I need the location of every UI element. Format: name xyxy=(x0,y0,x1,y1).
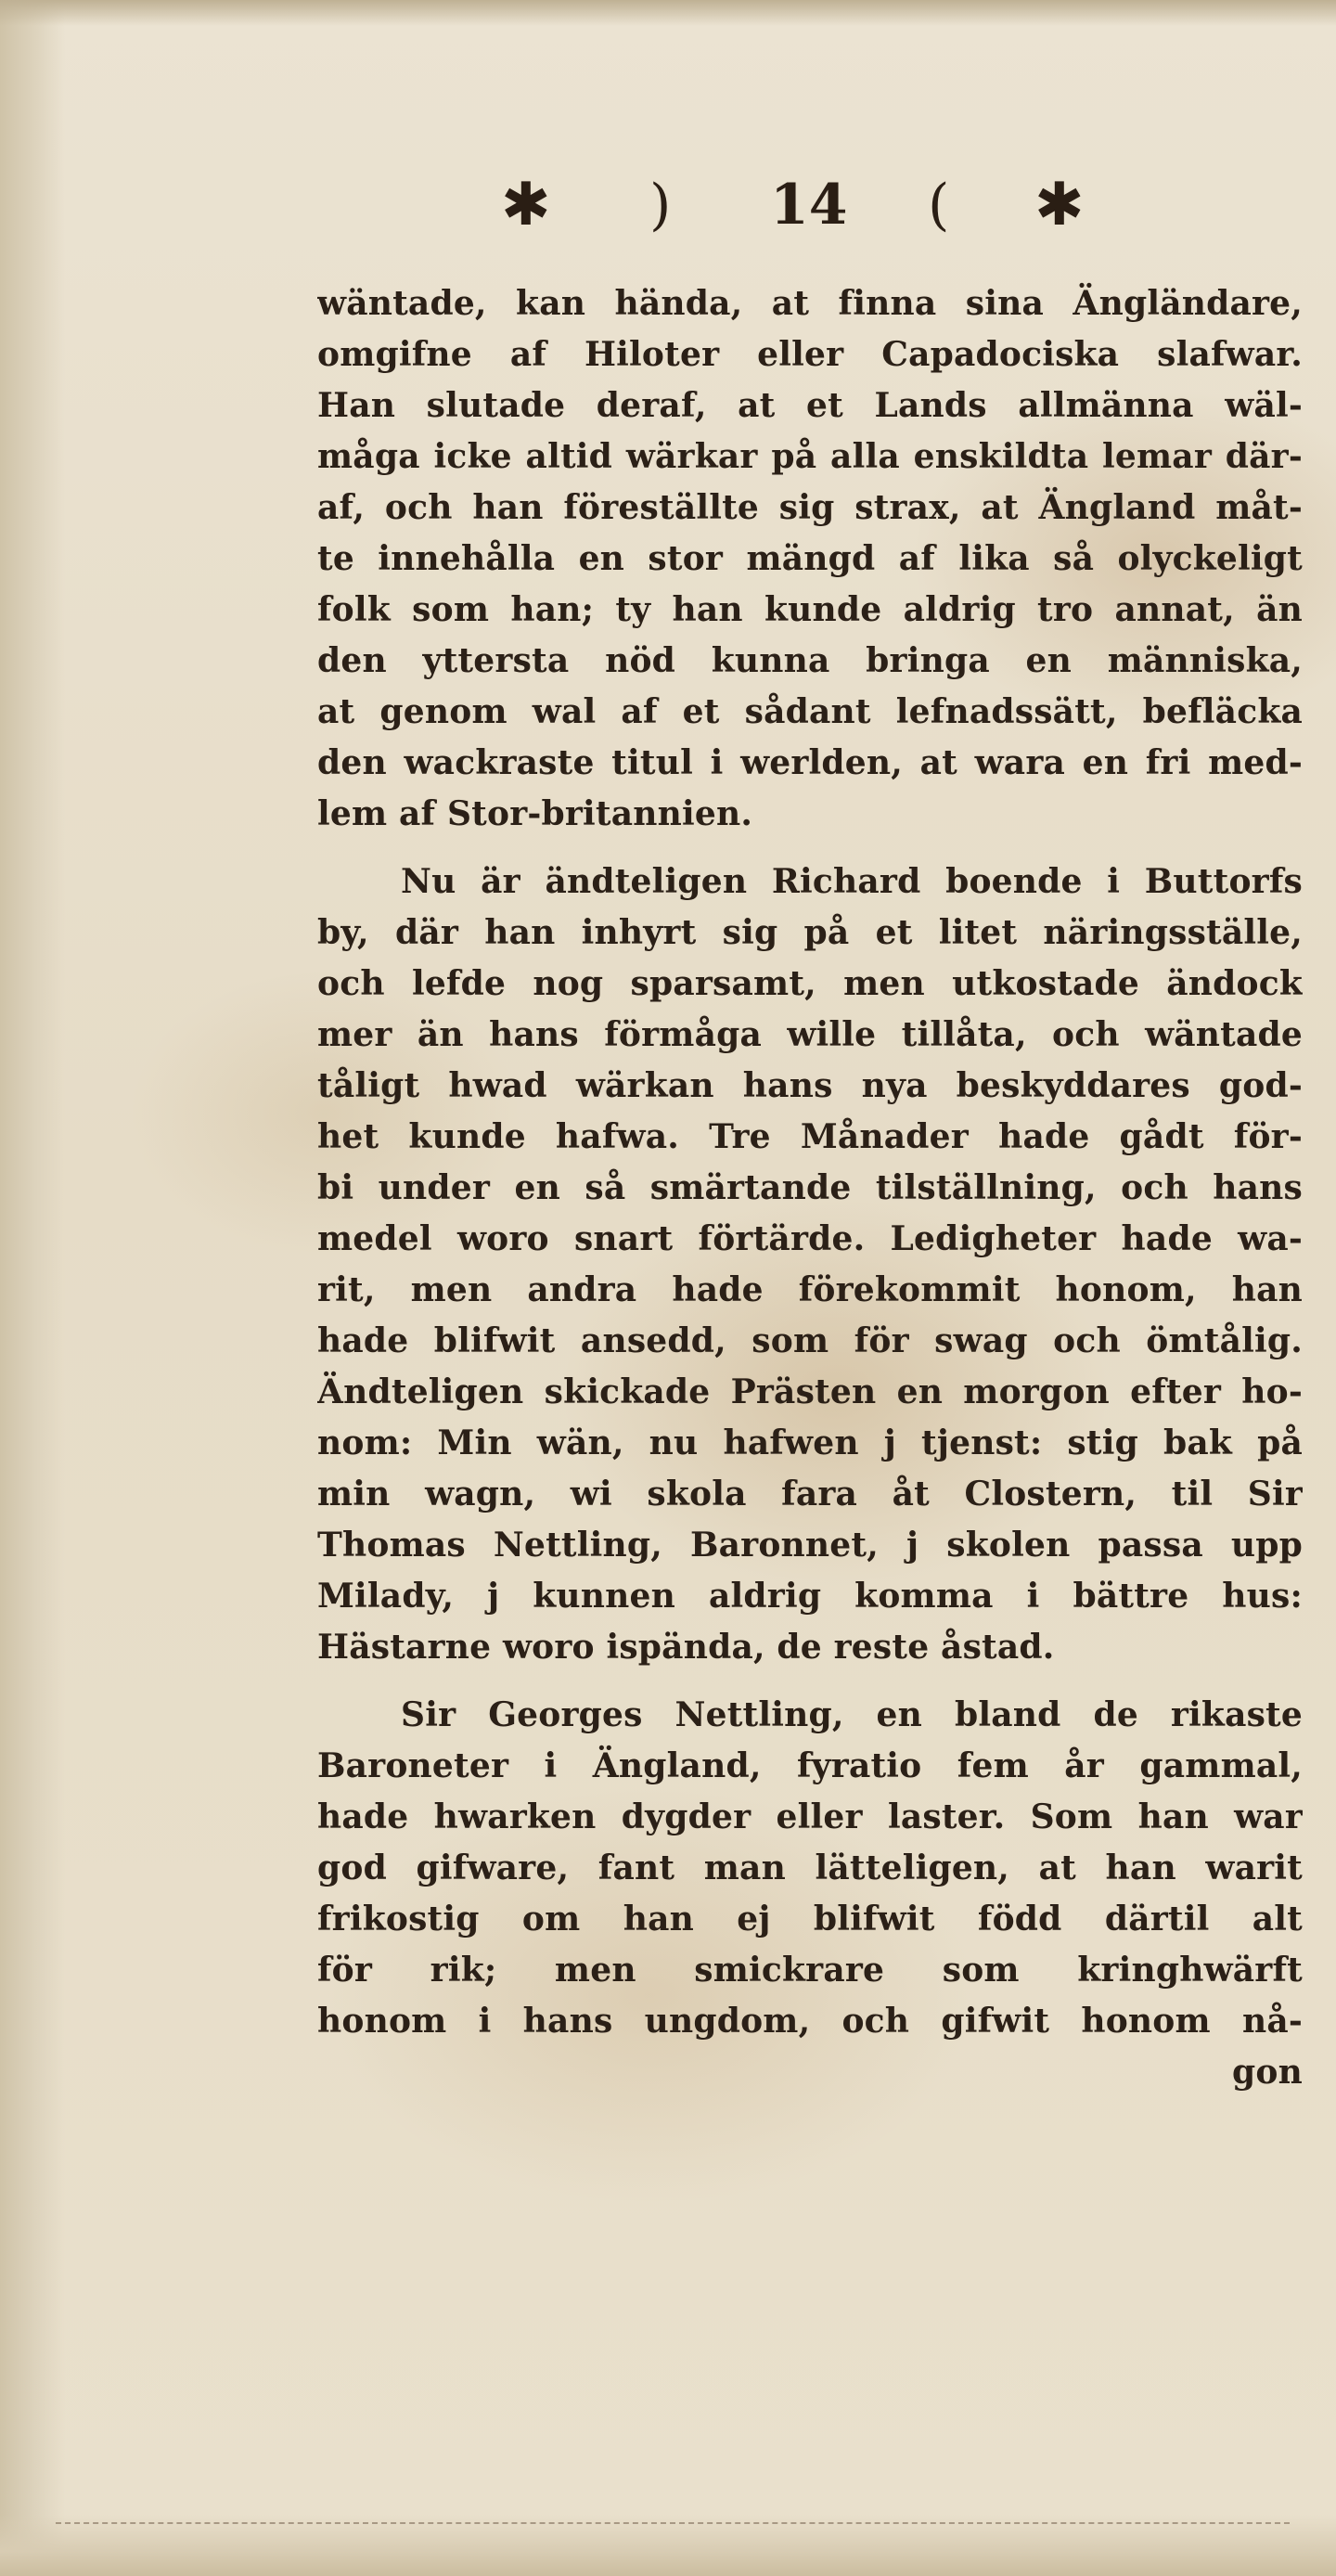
text-line: honom i hans ungdom, och gifwit honom nå- xyxy=(317,2002,1303,2041)
text-line: Nu är ändteligen Richard boende i Buttorfs xyxy=(401,862,1303,901)
text-line: Baroneter i Ängland, fyratio fem år gammal, xyxy=(317,1746,1303,1785)
text-line: te innehålla en stor mängd af lika så olyckeligt xyxy=(317,539,1303,578)
text-line: bi under en så smärtande tilställning, och hans xyxy=(317,1168,1303,1207)
text-line: för rik; men smickrare som kringhwärft xyxy=(317,1951,1303,1990)
text-line: medel woro snart förtärde. Ledigheter hade wa- xyxy=(317,1219,1303,1258)
paragraph-1 xyxy=(317,278,1303,840)
text-line: rit, men andra hade förekommit honom, han xyxy=(317,1270,1303,1309)
text-line: Thomas Nettling, Baronnet, j skolen passa upp xyxy=(317,1526,1303,1565)
text-line: frikostig om han ej blifwit född därtil alt xyxy=(317,1900,1303,1938)
paragraph-gap xyxy=(317,1673,1303,1690)
text-line: Sir Georges Nettling, en bland de rikaste xyxy=(401,1695,1303,1734)
page-number: 14 xyxy=(770,173,848,238)
text-line: måga icke altid wärkar på alla enskildta lemar där- xyxy=(317,437,1303,476)
text-line: folk som han; ty han kunde aldrig tro annat, än xyxy=(317,590,1303,629)
text-line: mer än hans förmåga wille tillåta, och wäntade xyxy=(317,1015,1303,1054)
paragraph-gap xyxy=(317,840,1303,857)
text-line: lem af Stor-britannien. xyxy=(317,794,753,833)
text-line: at genom wal af et sådant lefnadssätt, befläcka xyxy=(317,692,1303,731)
text-line: min wagn, wi skola fara åt Clostern, til Sir xyxy=(317,1475,1303,1513)
body-text xyxy=(317,278,1303,2098)
text-line: nom: Min wän, nu hafwen j tjenst: stig bak på xyxy=(317,1423,1303,1462)
text-line: het kunde hafwa. Tre Månader hade gådt för- xyxy=(317,1117,1303,1156)
text-line: tåligt hwad wärkan hans nya beskyddares god- xyxy=(317,1066,1303,1105)
text-line: omgifne af Hiloter eller Capadociska slafwar. xyxy=(317,335,1303,374)
text-line: den wackraste titul i werlden, at wara en fri med- xyxy=(317,743,1303,782)
text-line: by, där han inhyrt sig på et litet näringsställe, xyxy=(317,913,1303,952)
text-line: af, och han föreställte sig strax, at Ängland måt- xyxy=(317,488,1303,527)
paragraph-2 xyxy=(317,857,1303,1673)
text-line: wäntade, kan hända, at finna sina Ängländare, xyxy=(317,284,1303,323)
text-line: Ändteligen skickade Prästen en morgon efter ho- xyxy=(317,1372,1303,1411)
header-paren-left: ( xyxy=(928,173,950,238)
text-line: Milady, j kunnen aldrig komma i bättre hus: xyxy=(317,1577,1303,1616)
page-top-edge-shadow xyxy=(0,0,1336,26)
page-bottom-rule xyxy=(56,2522,1290,2524)
page-header xyxy=(501,163,1095,247)
text-line: hade blifwit ansedd, som för swag och ömtålig. xyxy=(317,1321,1303,1360)
paragraph-3 xyxy=(317,1690,1303,2098)
text-line: god gifware, fant man lätteligen, at han warit xyxy=(317,1848,1303,1887)
catchword: gon xyxy=(1232,2053,1303,2092)
ornament-left-icon: ✱ xyxy=(501,171,551,239)
text-line: Hästarne woro ispända, de reste åstad. xyxy=(317,1628,1055,1667)
text-line: och lefde nog sparsamt, men utkostade ändock xyxy=(317,964,1303,1003)
text-line: den yttersta nöd kunna bringa en människa, xyxy=(317,641,1303,680)
page-left-edge-shadow xyxy=(0,0,65,2576)
text-line: hade hwarken dygder eller laster. Som han war xyxy=(317,1797,1303,1836)
text-line: Han slutade deraf, at et Lands allmänna wäl- xyxy=(317,386,1303,425)
ornament-right-icon: ✱ xyxy=(1034,171,1085,239)
header-paren-right: ) xyxy=(649,173,672,238)
